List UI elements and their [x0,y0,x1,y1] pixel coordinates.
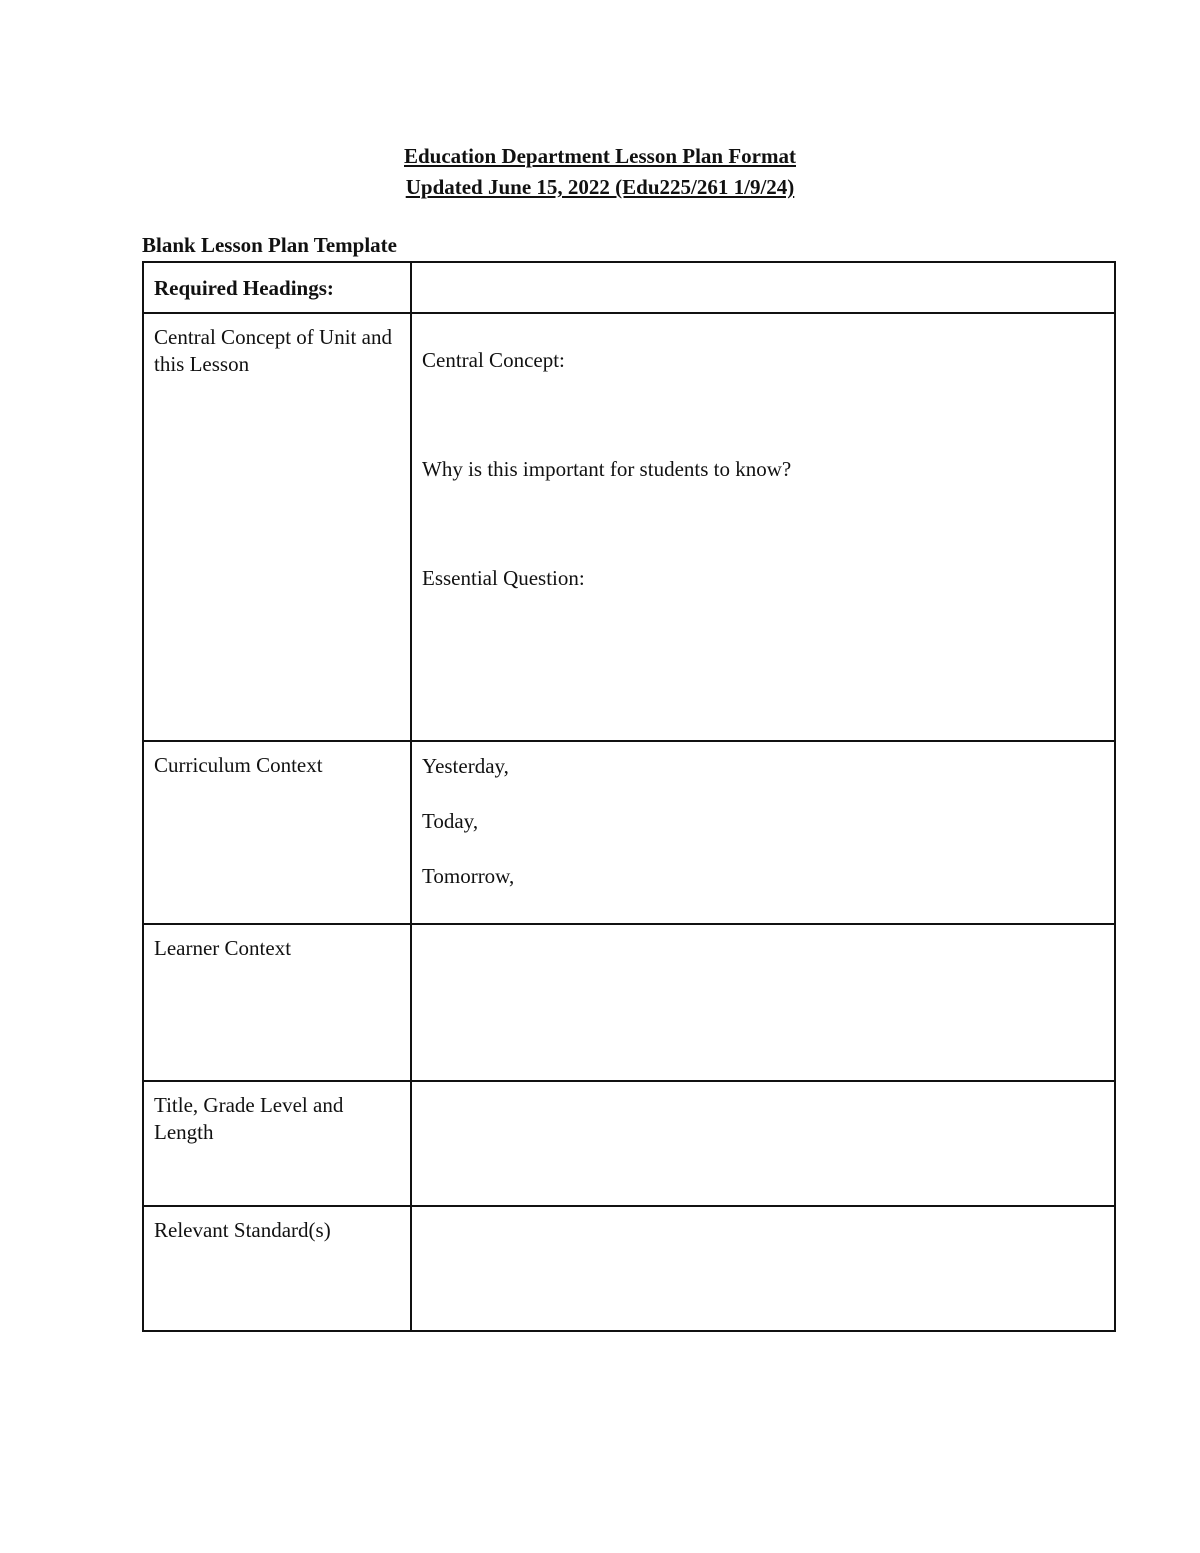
prompt-central-concept: Central Concept: [422,348,565,372]
row-label-standards: Relevant Standard(s) [143,1206,411,1331]
row-label-curriculum-context: Curriculum Context [143,741,411,924]
document-title: Education Department Lesson Plan Format [404,144,796,168]
prompt-today: Today, [422,809,479,833]
document-updated: Updated June 15, 2022 (Edu225/261 1/9/24) [405,175,795,199]
central-concept-cell[interactable] [411,313,1115,741]
learner-context-cell[interactable] [411,924,1115,1081]
prompt-essential-question: Essential Question: [422,566,585,590]
standards-cell[interactable] [411,1206,1115,1331]
curriculum-context-cell[interactable] [411,741,1115,924]
row-label-central-concept: Central Concept of Unit and this Lesson [143,313,411,741]
lesson-plan-table [142,261,1116,1332]
title-grade-cell[interactable] [411,1081,1115,1206]
header-blank-cell[interactable] [411,262,1115,313]
prompt-yesterday: Yesterday, [422,754,509,778]
template-subtitle: Blank Lesson Plan Template [142,233,397,257]
prompt-why-important: Why is this important for students to know? [422,457,792,481]
row-label-learner-context: Learner Context [143,924,411,1081]
required-headings-label: Required Headings: [143,262,411,313]
prompt-tomorrow: Tomorrow, [422,864,515,888]
row-label-title-grade: Title, Grade Level and Length [143,1081,411,1206]
